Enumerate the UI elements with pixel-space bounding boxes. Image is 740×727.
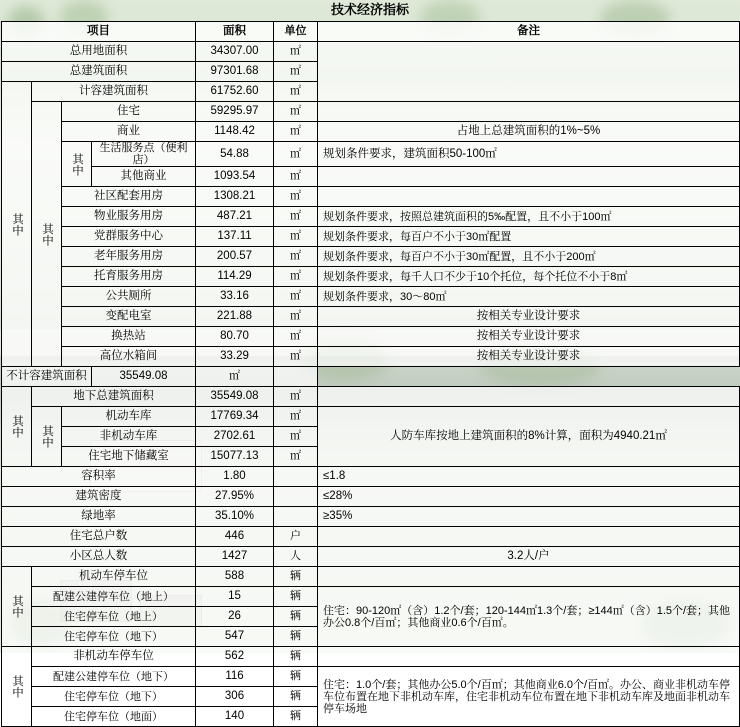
row-area: 116 [196, 667, 274, 687]
row-label: 不计容建筑面积 [2, 367, 92, 387]
row-unit: 辆 [274, 567, 318, 587]
table-row [2, 547, 740, 567]
row-area: 140 [196, 707, 274, 727]
row-note: ≥35% [318, 507, 740, 527]
row-area: 1093.54 [196, 167, 274, 187]
row-unit: ㎡ [274, 167, 318, 187]
economic-indicators-table [1, 21, 740, 727]
row-unit: ㎡ [274, 387, 318, 407]
table-row [2, 227, 740, 247]
table-row [2, 102, 740, 122]
row-label: 住宅停车位（地下） [32, 687, 196, 707]
row-area: 1308.21 [196, 187, 274, 207]
table-row [2, 567, 740, 587]
table-row [2, 667, 740, 687]
row-note: 按相关专业设计要求 [318, 307, 740, 327]
row-note [318, 187, 740, 207]
row-unit: ㎡ [274, 207, 318, 227]
row-area: 34307.00 [196, 42, 274, 62]
table-row [2, 487, 740, 507]
group-label-qizhong-nonmotor: 其中 [2, 647, 32, 727]
table-row [2, 267, 740, 287]
row-area: 562 [196, 647, 274, 667]
row-unit: ㎡ [274, 347, 318, 367]
row-label: 住宅总户数 [2, 527, 196, 547]
table-row [2, 647, 740, 667]
row-note: 规划条件要求，每百户不小于30㎡配置，且不小于200㎡ [318, 247, 740, 267]
row-label: 物业服务用房 [62, 207, 196, 227]
row-unit: ㎡ [274, 447, 318, 467]
row-note [318, 647, 740, 667]
row-unit: 辆 [274, 627, 318, 647]
row-note: 规划条件要求，建筑面积50-100㎡ [318, 142, 740, 167]
row-label: 住宅停车位（地面） [32, 707, 196, 727]
table-row [2, 467, 740, 487]
row-unit: 人 [274, 547, 318, 567]
group-label-qizhong-inner: 其中 [62, 142, 92, 187]
row-label: 生活服务点（便利店） [92, 142, 196, 167]
row-note: 规划条件要求，每千人口不少于10个托位，每个托位不小于8㎡ [318, 267, 740, 287]
row-label: 住宅停车位（地下） [32, 627, 196, 647]
row-unit: 辆 [274, 587, 318, 607]
col-header-note: 备注 [318, 22, 740, 42]
row-note [274, 367, 318, 387]
row-area: 1148.42 [196, 122, 274, 142]
row-unit: ㎡ [274, 307, 318, 327]
row-label: 建筑密度 [2, 487, 196, 507]
table-row [2, 387, 740, 407]
table-row [2, 587, 740, 607]
row-note [318, 567, 740, 587]
table-row [2, 187, 740, 207]
row-unit: ㎡ [274, 82, 318, 102]
row-label: 高位水箱间 [62, 347, 196, 367]
row-area: 26 [196, 607, 274, 627]
row-unit: ㎡ [274, 122, 318, 142]
row-label: 总用地面积 [2, 42, 196, 62]
col-header-unit: 单位 [274, 22, 318, 42]
table-row [2, 367, 740, 387]
row-area: 35549.08 [92, 367, 196, 387]
row-note [318, 42, 740, 102]
table-row [2, 42, 740, 62]
table-row [2, 122, 740, 142]
row-unit [274, 487, 318, 507]
row-unit [274, 467, 318, 487]
row-area: 17769.34 [196, 407, 274, 427]
row-unit: ㎡ [196, 367, 274, 387]
row-label: 容积率 [2, 467, 196, 487]
row-unit: ㎡ [274, 227, 318, 247]
row-note: 占地上总建筑面积的1%~5% [318, 122, 740, 142]
group-label-qizhong-outer2: 其中 [2, 387, 32, 467]
row-label: 老年服务用房 [62, 247, 196, 267]
row-label: 住宅停车位（地上） [32, 607, 196, 627]
row-label: 社区配套用房 [62, 187, 196, 207]
row-unit [274, 507, 318, 527]
row-unit: 辆 [274, 667, 318, 687]
row-label: 非机动车停车位 [32, 647, 196, 667]
row-note [318, 527, 740, 547]
row-unit: ㎡ [274, 427, 318, 447]
row-area: 27.95% [196, 487, 274, 507]
col-header-item: 项目 [2, 22, 196, 42]
table-header-row [2, 22, 740, 42]
table-row [2, 407, 740, 427]
row-area: 1427 [196, 547, 274, 567]
row-label: 其他商业 [92, 167, 196, 187]
row-label: 商业 [62, 122, 196, 142]
table-row [2, 247, 740, 267]
table-row [2, 287, 740, 307]
row-unit: ㎡ [274, 327, 318, 347]
row-unit: ㎡ [274, 267, 318, 287]
row-area: 1.80 [196, 467, 274, 487]
row-unit: 辆 [274, 647, 318, 667]
row-note [318, 387, 740, 407]
row-label: 机动车库 [62, 407, 196, 427]
row-unit: ㎡ [274, 187, 318, 207]
row-area: 547 [196, 627, 274, 647]
row-note-underground-garage: 人防车库按地上建筑面积的8%计算，面积为4940.21㎡ [318, 407, 740, 467]
row-note [318, 167, 740, 187]
row-area: 97301.68 [196, 62, 274, 82]
row-note: ≤28% [318, 487, 740, 507]
row-area: 33.29 [196, 347, 274, 367]
row-area: 35.10% [196, 507, 274, 527]
row-note: 3.2人/户 [318, 547, 740, 567]
row-label: 计容建筑面积 [32, 82, 196, 102]
row-unit: ㎡ [274, 142, 318, 167]
table-row [2, 327, 740, 347]
row-area: 33.16 [196, 287, 274, 307]
row-area: 54.88 [196, 142, 274, 167]
row-note: 规划条件要求，30～80㎡ [318, 287, 740, 307]
row-unit: ㎡ [274, 42, 318, 62]
table-row [2, 507, 740, 527]
row-area: 200.57 [196, 247, 274, 267]
row-label: 非机动车库 [62, 427, 196, 447]
row-unit: 户 [274, 527, 318, 547]
row-area: 221.88 [196, 307, 274, 327]
row-unit: ㎡ [274, 62, 318, 82]
col-header-area: 面积 [196, 22, 274, 42]
row-label: 换热站 [62, 327, 196, 347]
row-label: 变配电室 [62, 307, 196, 327]
group-label-qizhong-inner2: 其中 [32, 407, 62, 467]
table-row [2, 307, 740, 327]
row-area: 61752.60 [196, 82, 274, 102]
row-area: 446 [196, 527, 274, 547]
row-note: 规划条件要求，按照总建筑面积的5‰配置，且不小于100㎡ [318, 207, 740, 227]
row-label: 地下总建筑面积 [32, 387, 196, 407]
row-area: 35549.08 [196, 387, 274, 407]
row-label: 配建公建停车位（地下） [32, 667, 196, 687]
row-area: 15077.13 [196, 447, 274, 467]
row-area: 588 [196, 567, 274, 587]
row-unit: ㎡ [274, 287, 318, 307]
row-note: 按相关专业设计要求 [318, 347, 740, 367]
row-unit: ㎡ [274, 102, 318, 122]
page-title: 技术经济指标 [330, 2, 409, 17]
table-row [2, 527, 740, 547]
row-unit: ㎡ [274, 407, 318, 427]
row-area: 2702.61 [196, 427, 274, 447]
row-label: 住宅 [62, 102, 196, 122]
row-area: 15 [196, 587, 274, 607]
row-label: 托育服务用房 [62, 267, 196, 287]
group-label-qizhong-parking: 其中 [2, 567, 32, 647]
row-unit: 辆 [274, 707, 318, 727]
row-area: 114.29 [196, 267, 274, 287]
row-label: 党群服务中心 [62, 227, 196, 247]
row-note [318, 102, 740, 122]
row-note: 按相关专业设计要求 [318, 327, 740, 347]
row-area: 80.70 [196, 327, 274, 347]
row-unit: 辆 [274, 607, 318, 627]
row-label: 住宅地下储藏室 [62, 447, 196, 467]
table-row [2, 207, 740, 227]
row-label: 公共厕所 [62, 287, 196, 307]
row-note: 规划条件要求，每百户不小于30㎡配置 [318, 227, 740, 247]
row-area: 137.11 [196, 227, 274, 247]
table-row [2, 167, 740, 187]
row-unit: ㎡ [274, 247, 318, 267]
row-note-motor-parking: 住宅：90-120㎡（含）1.2个/套；120-144㎡1.3个/套；≥144㎡（含）1.5个/套；其他办公0.8个/百㎡；其他商业0.6个/百㎡。 [318, 587, 740, 647]
row-area: 59295.97 [196, 102, 274, 122]
row-label: 机动车停车位 [32, 567, 196, 587]
table-row [2, 142, 740, 167]
row-label: 小区总人数 [2, 547, 196, 567]
row-label: 配建公建停车位（地上） [32, 587, 196, 607]
group-label-qizhong-mid: 其中 [32, 102, 62, 367]
row-note: ≤1.8 [318, 467, 740, 487]
group-label-qizhong-outer: 其中 [2, 82, 32, 367]
row-unit: 辆 [274, 687, 318, 707]
row-label: 绿地率 [2, 507, 196, 527]
row-note-nonmotor-parking: 住宅：1.0个/套；其他办公5.0个/百㎡；其他商业6.0个/百㎡。办公、商业非机动车停车位布置在地下非机动车库，住宅非机动车位布置在地下非机动车库及地面非机动车停车场地 [318, 667, 740, 727]
row-area: 306 [196, 687, 274, 707]
table-row [2, 347, 740, 367]
row-label: 总建筑面积 [2, 62, 196, 82]
row-area: 487.21 [196, 207, 274, 227]
